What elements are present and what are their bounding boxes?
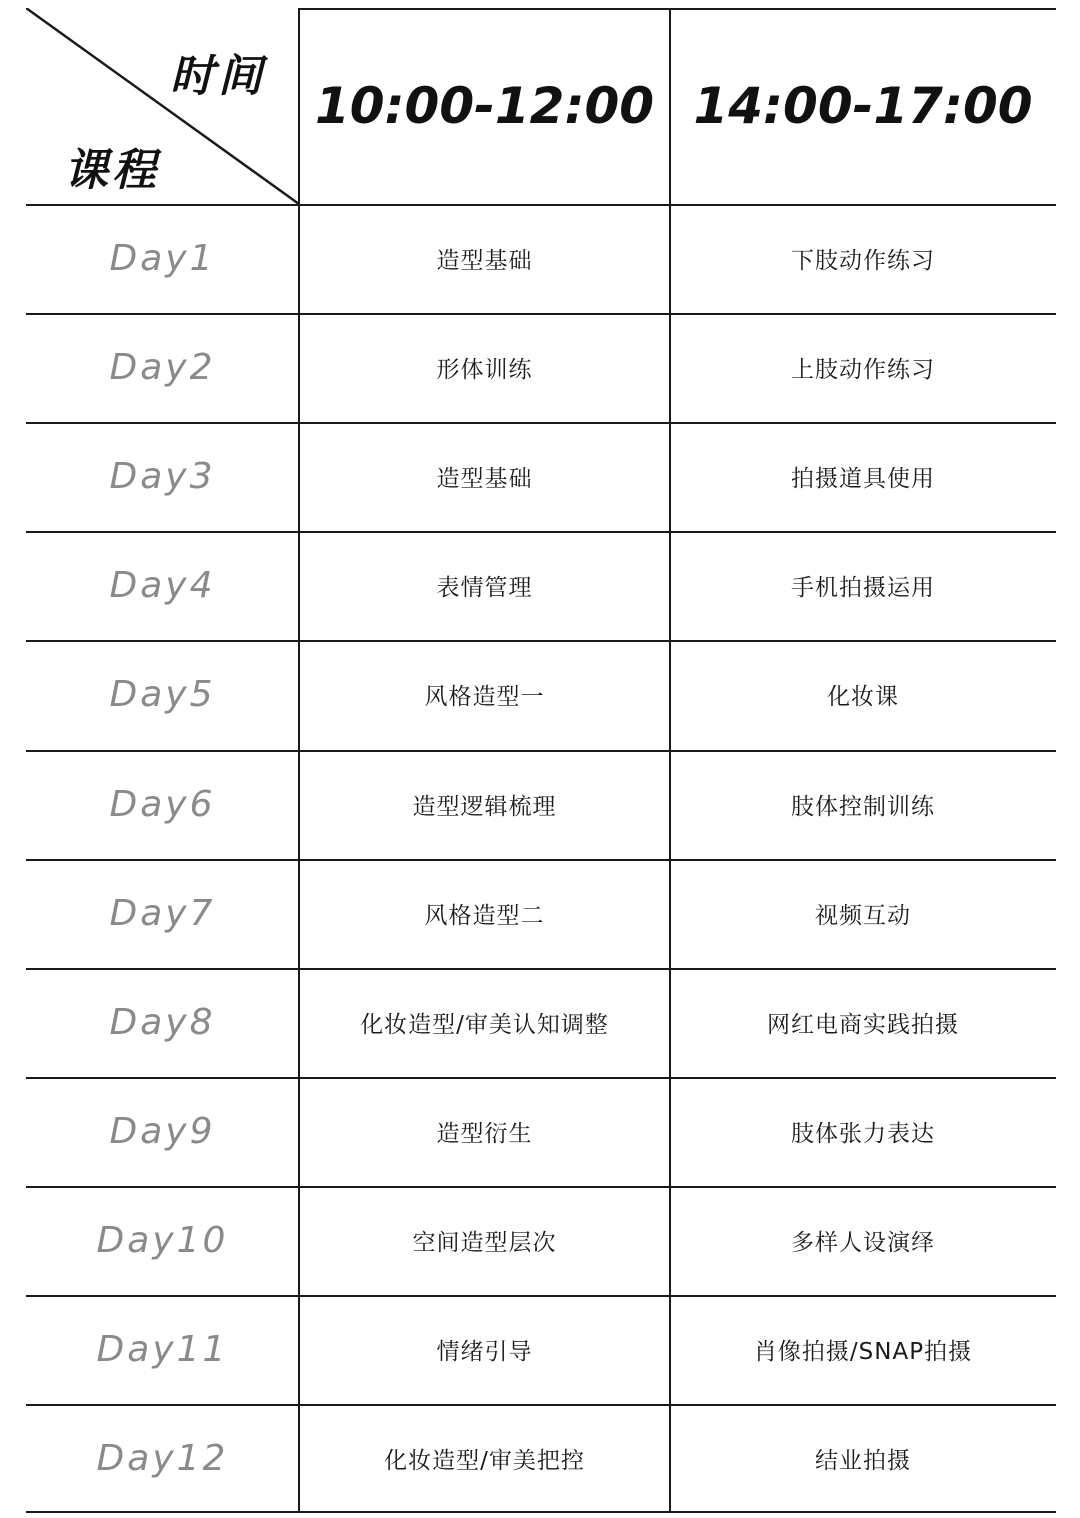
afternoon-course-cell: 肢体控制训练 xyxy=(791,793,935,820)
day-label: Day5 xyxy=(109,674,216,716)
morning-course-cell: 形体训练 xyxy=(436,357,533,384)
afternoon-course-cell: 肖像拍摄/SNAP拍摄 xyxy=(753,1339,973,1366)
afternoon-course-cell: 视频互动 xyxy=(815,902,911,929)
day-label: Day9 xyxy=(109,1110,216,1152)
afternoon-course-cell: 下肢动作练习 xyxy=(791,248,935,275)
afternoon-course-cell: 多样人设演绎 xyxy=(791,1229,935,1256)
day-label: Day2 xyxy=(109,347,216,389)
day-label: Day8 xyxy=(109,1001,216,1043)
morning-course-cell: 情绪引导 xyxy=(436,1339,533,1366)
afternoon-course-cell: 上肢动作练习 xyxy=(791,357,935,384)
morning-course-cell: 造型基础 xyxy=(436,248,533,275)
morning-course-cell: 空间造型层次 xyxy=(412,1229,557,1256)
morning-course-cell: 风格造型二 xyxy=(424,902,545,929)
day-label: Day10 xyxy=(96,1219,229,1261)
morning-time-header: 10:00-12:00 xyxy=(314,77,655,135)
afternoon-time-header: 14:00-17:00 xyxy=(693,77,1033,135)
afternoon-course-cell: 化妆课 xyxy=(827,684,899,711)
day-label: Day6 xyxy=(109,783,216,825)
morning-course-cell: 造型衍生 xyxy=(436,1120,533,1147)
morning-course-cell: 造型基础 xyxy=(436,466,533,493)
morning-course-cell: 表情管理 xyxy=(436,575,533,602)
morning-course-cell: 化妆造型/审美认知调整 xyxy=(360,1011,609,1038)
morning-course-cell: 化妆造型/审美把控 xyxy=(384,1448,585,1475)
morning-course-cell: 造型逻辑梳理 xyxy=(412,793,557,820)
table-top-border xyxy=(298,8,1056,10)
afternoon-course-cell: 拍摄道具使用 xyxy=(791,466,935,493)
afternoon-course-cell: 网红电商实践拍摄 xyxy=(767,1011,959,1038)
day-label: Day4 xyxy=(109,565,216,607)
day-label: Day7 xyxy=(109,892,216,934)
day-label: Day11 xyxy=(96,1329,229,1371)
table-bottom-border xyxy=(26,1511,1056,1513)
day-label: Day3 xyxy=(109,456,216,498)
course-schedule-table xyxy=(26,8,1056,1513)
morning-course-cell: 风格造型一 xyxy=(424,684,545,711)
corner-course-label: 课程 xyxy=(64,145,160,196)
header-corner-cell xyxy=(26,8,299,204)
afternoon-course-cell: 肢体张力表达 xyxy=(791,1120,935,1147)
day-label: Day12 xyxy=(96,1438,229,1480)
afternoon-course-cell: 手机拍摄运用 xyxy=(791,575,935,602)
corner-time-label: 时间 xyxy=(170,51,266,102)
day-label: Day1 xyxy=(109,238,216,280)
afternoon-course-cell: 结业拍摄 xyxy=(815,1448,911,1475)
